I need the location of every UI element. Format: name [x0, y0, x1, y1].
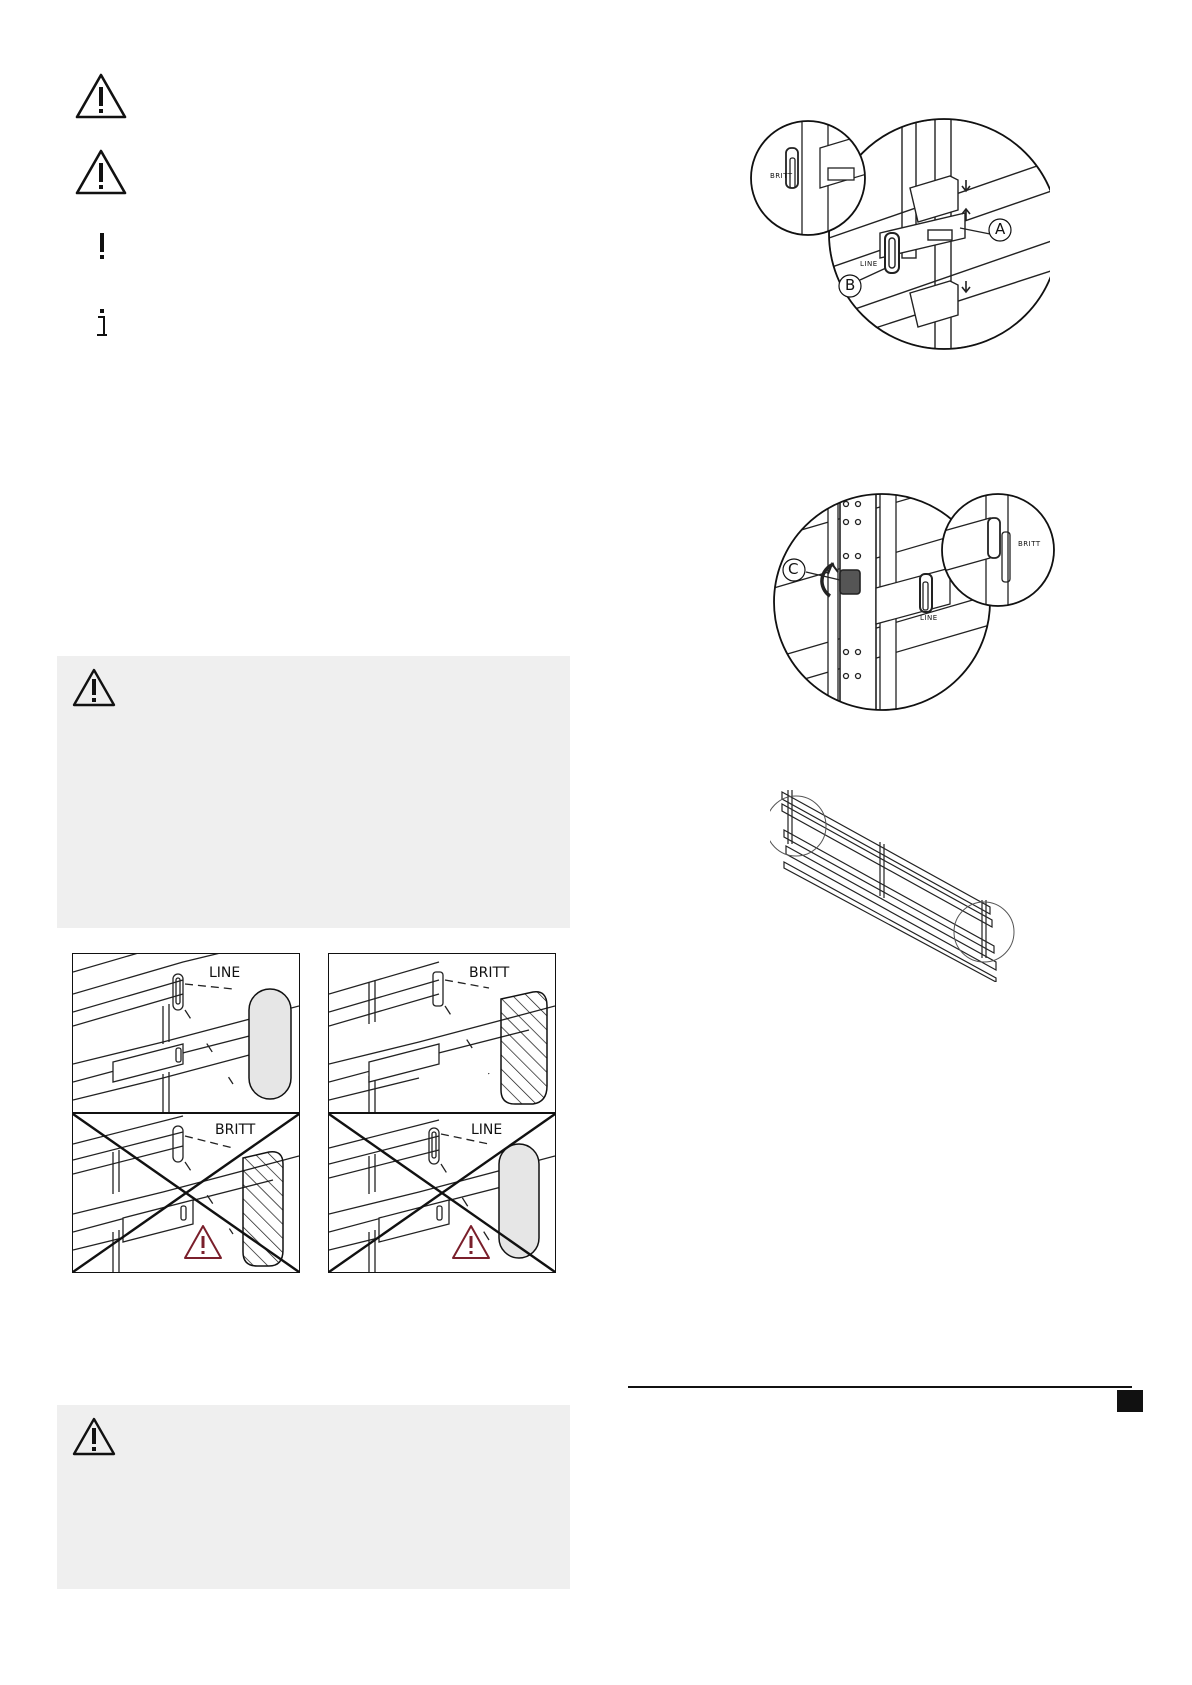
- figure-label: LINE: [920, 614, 938, 622]
- comparison-panel-britt-correct: [328, 953, 556, 1113]
- warning-triangle-icon: [74, 148, 128, 200]
- info-icon: [95, 308, 109, 342]
- callout-b: B: [845, 276, 856, 294]
- callout-a: A: [995, 220, 1006, 238]
- figure-latch-detail: [750, 118, 1050, 358]
- warning-box: [57, 1405, 570, 1589]
- figure-label: BRITT: [770, 172, 793, 180]
- page-marker: [1117, 1390, 1143, 1412]
- warning-triangle-icon: [74, 72, 128, 124]
- comparison-panel-britt-incorrect: [72, 1113, 300, 1273]
- panel-label: LINE: [471, 1122, 503, 1138]
- comparison-panel-line-incorrect: [328, 1113, 556, 1273]
- exclamation-icon: [97, 232, 107, 264]
- warning-box: [57, 656, 570, 928]
- warning-triangle-icon: [71, 667, 117, 712]
- panel-label: BRITT: [469, 965, 510, 981]
- figure-label: LINE: [860, 260, 878, 268]
- warning-triangle-icon: [453, 1226, 489, 1258]
- figure-rail-overview: [770, 782, 1030, 982]
- figure-label: BRITT: [1018, 540, 1041, 548]
- callout-c: C: [788, 560, 799, 578]
- warning-triangle-icon: [185, 1226, 221, 1258]
- comparison-panel-line-correct: [72, 953, 300, 1113]
- panel-label: LINE: [209, 965, 241, 981]
- warning-triangle-icon: [71, 1416, 117, 1461]
- panel-label: BRITT: [215, 1122, 256, 1138]
- footer-rule: [628, 1386, 1132, 1388]
- figure-fastener-detail: [760, 492, 1060, 712]
